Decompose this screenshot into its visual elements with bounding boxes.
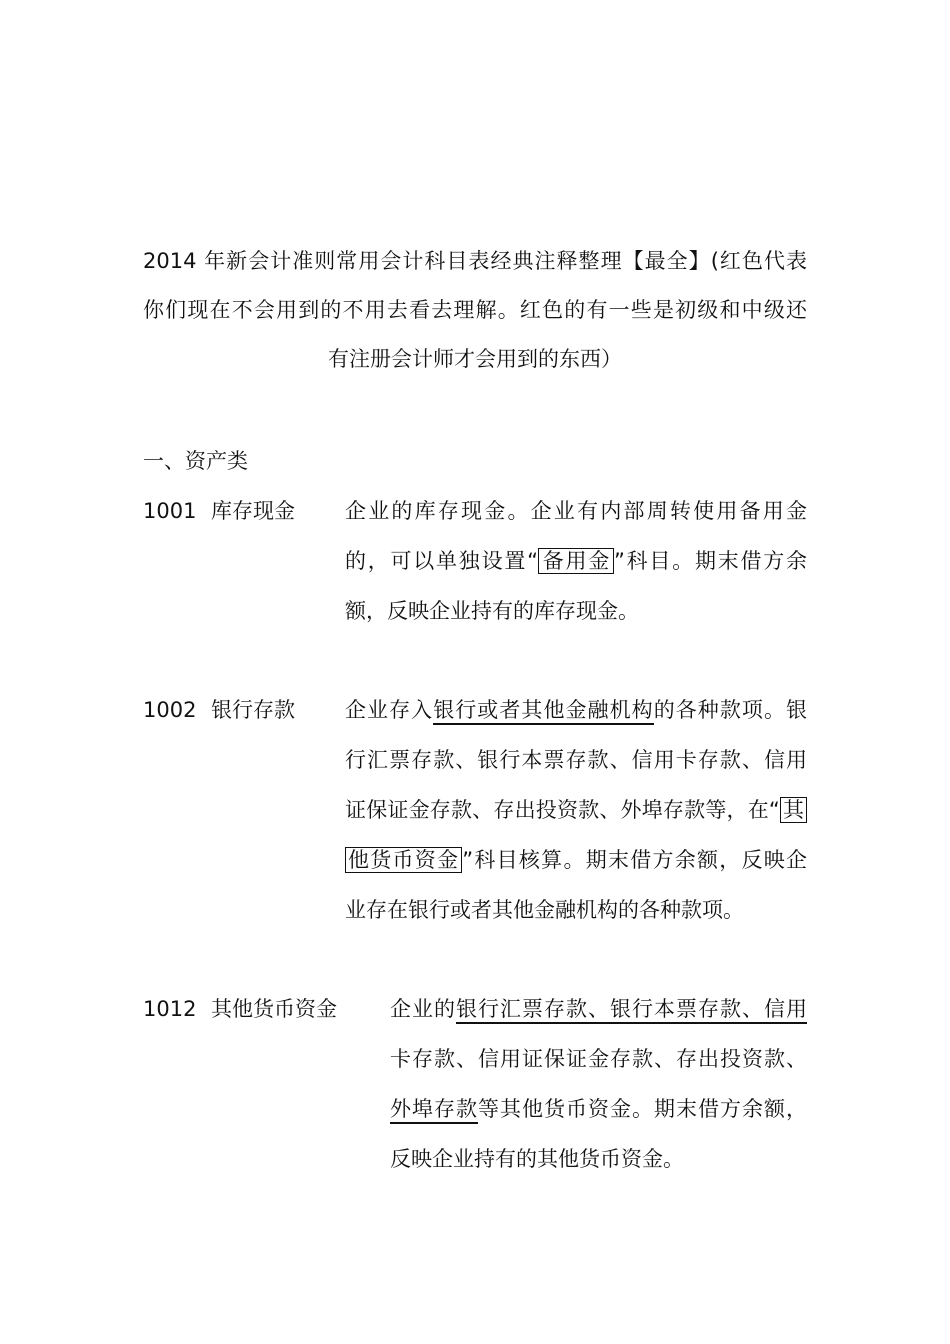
section-heading: 一、资产类 — [143, 449, 248, 473]
title-line-2: 你们现在不会用到的不用去看去理解。红色的有一些是初级和中级还 — [143, 298, 807, 322]
account-name: 库存现金 — [211, 499, 295, 523]
account-code: 1001 — [143, 499, 197, 523]
underlined-term: 外埠存款 — [390, 1097, 478, 1124]
document-title — [143, 237, 807, 384]
account-code: 1002 — [143, 698, 197, 722]
description-line: 行汇票存款、银行本票存款、信用卡存款、信用 — [345, 748, 807, 772]
description-line: 证保证金存款、存出投资款、外埠存款等，在“ 其 — [345, 785, 807, 835]
account-description — [345, 685, 807, 935]
description-line: 反映企业持有的其他货币资金。 — [390, 1147, 684, 1171]
account-description — [345, 486, 807, 636]
boxed-term: 他货币资金 — [345, 847, 462, 873]
description-line: 他货币资金 ”科目核算。期末借方余额，反映企 — [345, 835, 807, 885]
account-name: 银行存款 — [211, 698, 295, 722]
underlined-term: 银行或者其他金融机构 — [433, 698, 654, 725]
underlined-term: 银行汇票存款、银行本票存款、信用 — [456, 997, 807, 1024]
description-line: 企业存入银行或者其他金融机构的各种款项。银 — [345, 685, 807, 735]
description-line: 外埠存款等其他货币资金。期末借方余额， — [390, 1084, 807, 1134]
account-description — [390, 984, 807, 1184]
description-line: 企业的银行汇票存款、银行本票存款、信用 — [390, 984, 807, 1034]
title-line-3: 有注册会计师才会用到的东西） — [328, 347, 622, 371]
description-line: 额，反映企业持有的库存现金。 — [345, 599, 639, 623]
boxed-term: 其 — [780, 797, 807, 823]
description-line: 卡存款、信用证保证金存款、存出投资款、 — [390, 1047, 807, 1071]
description-line: 的，可以单独设置“ 备用金 ”科目。期末借方余 — [345, 549, 807, 573]
title-line-1: 2014 年新会计准则常用会计科目表经典注释整理【最全】(红色代表 — [143, 249, 807, 273]
account-name: 其他货币资金 — [211, 997, 337, 1021]
description-line: 业存在银行或者其他金融机构的各种款项。 — [345, 898, 744, 922]
account-code: 1012 — [143, 997, 197, 1021]
boxed-term: 备用金 — [538, 548, 614, 574]
description-line: 企业的库存现金。企业有内部周转使用备用金 — [345, 499, 807, 523]
